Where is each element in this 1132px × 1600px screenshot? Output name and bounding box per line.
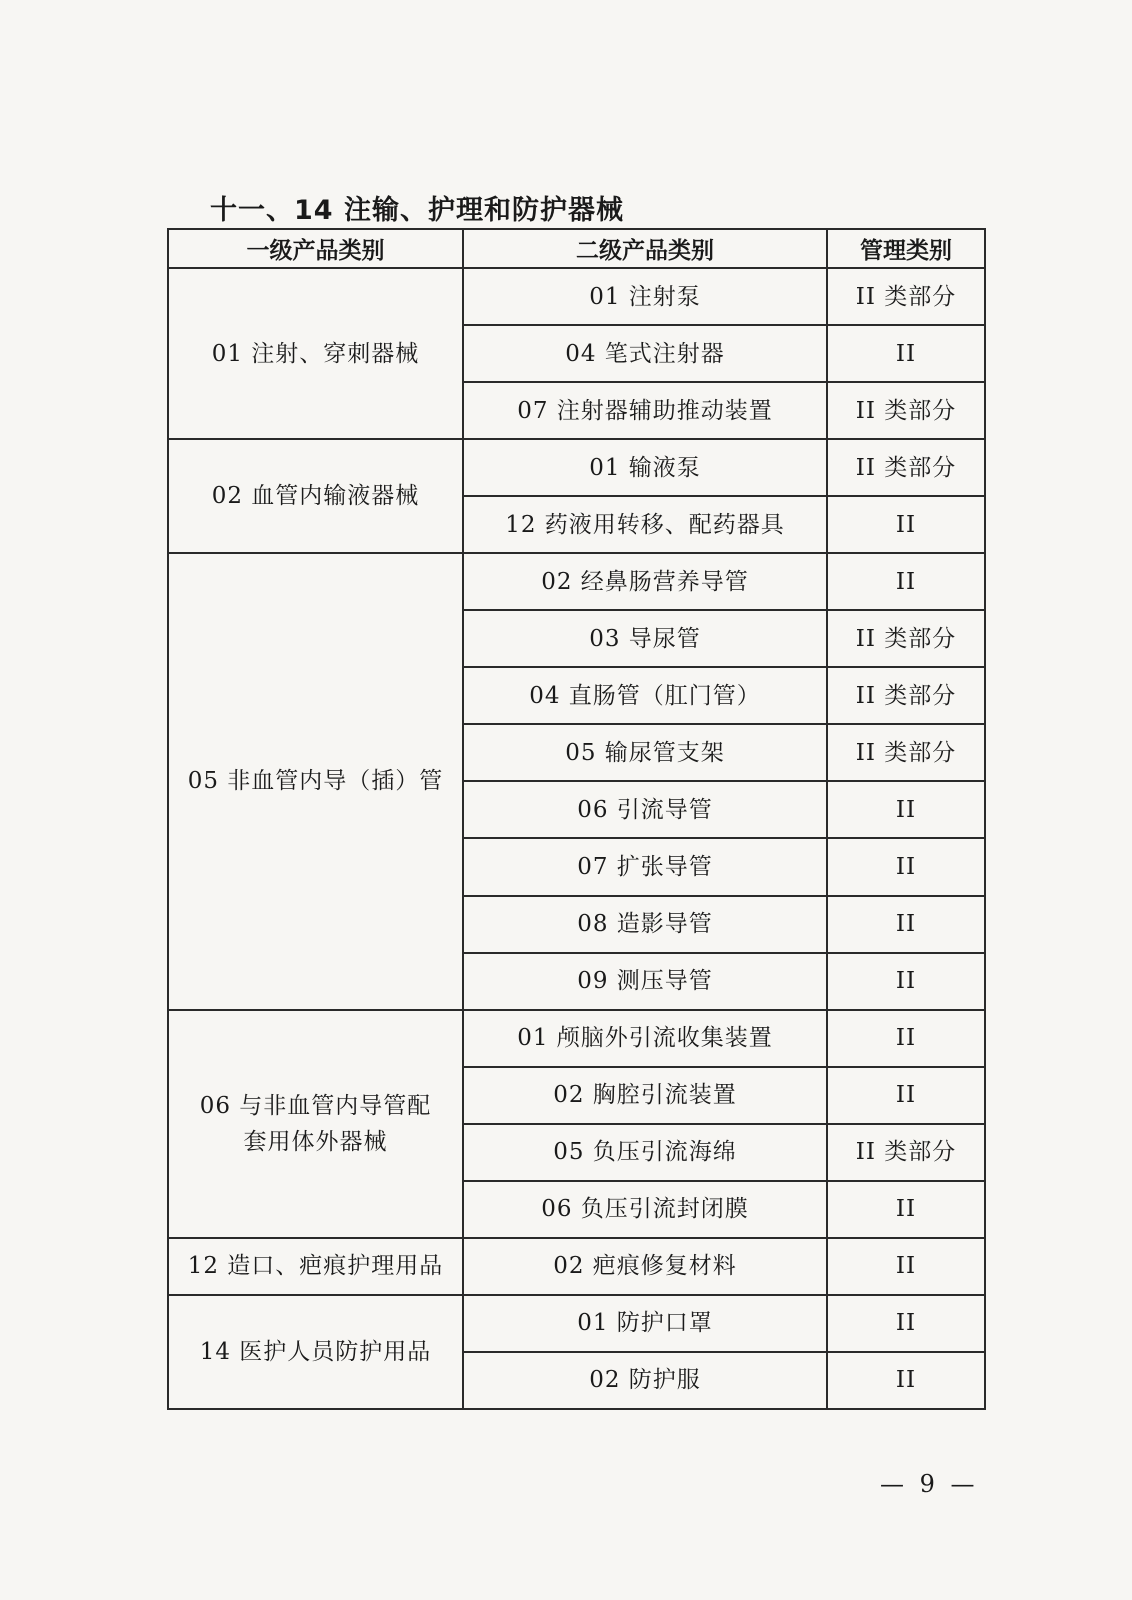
secondary-category-cell: 03 导尿管	[463, 610, 827, 667]
secondary-category-cell: 01 颅脑外引流收集装置	[463, 1010, 827, 1067]
primary-category-cell: 02 血管内输液器械	[168, 439, 463, 553]
management-class-cell: II	[827, 553, 985, 610]
secondary-category-cell: 12 药液用转移、配药器具	[463, 496, 827, 553]
management-class-cell: II 类部分	[827, 610, 985, 667]
table-row	[168, 1295, 985, 1352]
secondary-category-cell: 06 负压引流封闭膜	[463, 1181, 827, 1238]
secondary-category-cell: 07 注射器辅助推动装置	[463, 382, 827, 439]
management-class-cell: II	[827, 838, 985, 895]
secondary-category-cell: 05 负压引流海绵	[463, 1124, 827, 1181]
table-row	[168, 553, 985, 610]
secondary-category-cell: 02 胸腔引流装置	[463, 1067, 827, 1124]
secondary-category-cell: 02 疤痕修复材料	[463, 1238, 827, 1295]
secondary-category-cell: 02 经鼻肠营养导管	[463, 553, 827, 610]
management-class-cell: II	[827, 1181, 985, 1238]
management-class-cell: II	[827, 1238, 985, 1295]
secondary-category-cell: 04 笔式注射器	[463, 325, 827, 382]
secondary-category-cell: 06 引流导管	[463, 781, 827, 838]
management-class-cell: II	[827, 1352, 985, 1409]
management-class-cell: II	[827, 896, 985, 953]
management-class-cell: II	[827, 1067, 985, 1124]
table-row	[168, 268, 985, 325]
header-primary-category: 一级产品类别	[168, 229, 463, 268]
primary-category-cell: 12 造口、疤痕护理用品	[168, 1238, 463, 1295]
secondary-category-cell: 09 测压导管	[463, 953, 827, 1010]
management-class-cell: II	[827, 1010, 985, 1067]
management-class-cell: II	[827, 496, 985, 553]
header-secondary-category: 二级产品类别	[463, 229, 827, 268]
management-class-cell: II 类部分	[827, 667, 985, 724]
secondary-category-cell: 05 输尿管支架	[463, 724, 827, 781]
management-class-cell: II 类部分	[827, 382, 985, 439]
management-class-cell: II 类部分	[827, 1124, 985, 1181]
management-class-cell: II	[827, 781, 985, 838]
management-class-cell: II	[827, 1295, 985, 1352]
table-header-row	[168, 229, 985, 268]
primary-category-cell: 14 医护人员防护用品	[168, 1295, 463, 1409]
category-table	[167, 228, 986, 1410]
secondary-category-cell: 08 造影导管	[463, 896, 827, 953]
management-class-cell: II 类部分	[827, 724, 985, 781]
secondary-category-cell: 01 输液泵	[463, 439, 827, 496]
page-number: — 9 —	[880, 1470, 979, 1498]
secondary-category-cell: 02 防护服	[463, 1352, 827, 1409]
primary-category-cell: 05 非血管内导（插）管	[168, 553, 463, 1009]
primary-category-cell: 01 注射、穿刺器械	[168, 268, 463, 439]
secondary-category-cell: 04 直肠管（肛门管）	[463, 667, 827, 724]
table-row	[168, 1010, 985, 1067]
secondary-category-cell: 07 扩张导管	[463, 838, 827, 895]
section-title: 十一、14 注输、护理和防护器械	[210, 195, 624, 226]
primary-category-cell: 06 与非血管内导管配套用体外器械	[168, 1010, 463, 1238]
secondary-category-cell: 01 注射泵	[463, 268, 827, 325]
header-management-class: 管理类别	[827, 229, 985, 268]
management-class-cell: II	[827, 325, 985, 382]
management-class-cell: II	[827, 953, 985, 1010]
management-class-cell: II 类部分	[827, 268, 985, 325]
management-class-cell: II 类部分	[827, 439, 985, 496]
table-row	[168, 439, 985, 496]
secondary-category-cell: 01 防护口罩	[463, 1295, 827, 1352]
table-row	[168, 1238, 985, 1295]
